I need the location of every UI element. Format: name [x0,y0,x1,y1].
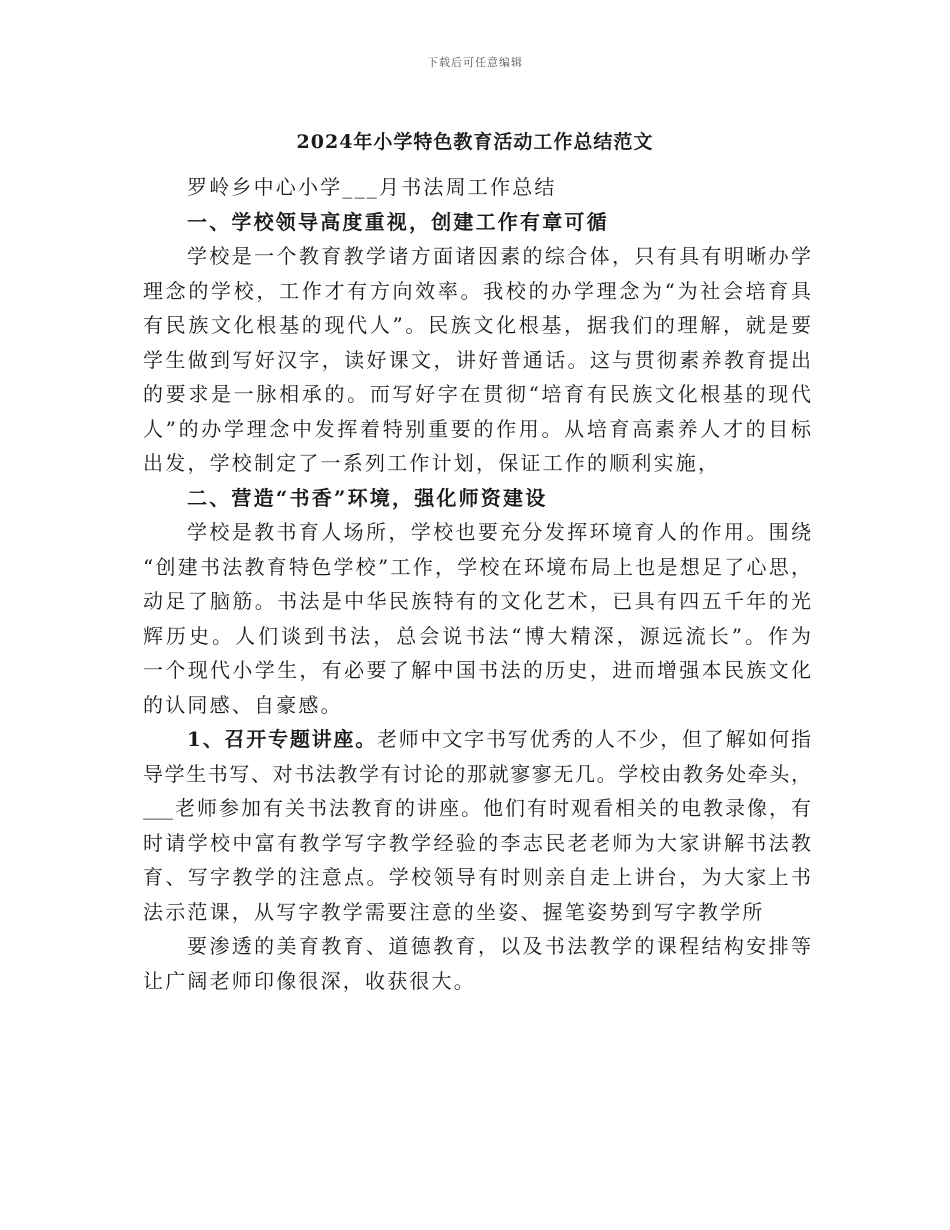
subtitle-line: 罗岭乡中心小学___月书法周工作总结 [187,175,557,199]
paragraph-line: 学校是一个教育教学诸方面诸因素的综合体，只有具有明晰办学 [187,244,811,268]
lecture-text: 老师中文字书写优秀的人不少，但了解如何指 [377,727,811,751]
paragraph-line: 辉历史。人们谈到书法，总会说书法“博大精深，源远流长”。作为 [143,623,811,648]
paragraph-line: 时请学校中富有教学写字教学经验的李志民老老师为大家讲解书法教 [143,830,811,855]
paragraph-line: 一个现代小学生，有必要了解中国书法的历史，进而增强本民族文化 [143,658,811,682]
paragraph-line: 的认同感、自豪感。 [143,692,343,717]
paragraph-line: 育、写字教学的注意点。学校领导有时则亲自走上讲台，为大家上书 [143,865,811,889]
section-heading-2: 二、营造“书香”环境，强化师资建设 [187,485,548,510]
paragraph-line: 理念的学校，工作才有方向效率。我校的办学理念为“为社会培育具 [143,278,811,303]
section-heading-1: 一、学校领导高度重视，创建工作有章可循 [187,209,609,234]
paragraph-line: 出发，学校制定了一系列工作计划，保证工作的顺利实施， [143,451,721,475]
header-note: 下载后可任意编辑 [427,56,523,69]
paragraph-line: ___老师参加有关书法教育的讲座。他们有时观看相关的电教录像，有 [143,796,811,820]
document-title: 2024年小学特色教育活动工作总结范文 [296,131,654,153]
lecture-paragraph-line [143,722,811,757]
document-body [143,170,811,998]
paragraph-line: 让广阔老师印像很深，收获很大。 [143,968,476,993]
paragraph-line: 学生做到写好汉字，读好课文，讲好普通话。这与贯彻素养教育提出 [143,347,811,372]
paragraph-line: 导学生书写、对书法教学有讨论的那就寥寥无几。学校由教务处牵头， [143,761,811,786]
paragraph-line: 学校是教书育人场所，学校也要充分发挥环境育人的作用。围绕 [187,520,811,544]
paragraph-line: “创建书法教育特色学校”工作，学校在环境布局上也是想足了心思， [143,554,811,579]
bold-lead-in: 1、召开专题讲座。 [187,727,378,751]
paragraph-line: 要渗透的美育教育、道德教育，以及书法教学的课程结构安排等 [187,934,811,958]
paragraph-line: 法示范课，从写字教学需要注意的坐姿、握笔姿势到写字教学所 [143,899,765,924]
paragraph-line: 人”的办学理念中发挥着特别重要的作用。从培育高素养人才的目标 [143,416,811,441]
paragraph-line: 有民族文化根基的现代人”。民族文化根基，据我们的理解，就是要 [143,313,811,337]
paragraph-line: 的要求是一脉相承的。而写好字在贯彻“培育有民族文化根基的现代 [143,382,811,406]
paragraph-line: 动足了脑筋。书法是中华民族特有的文化艺术，已具有四五千年的光 [143,589,811,613]
